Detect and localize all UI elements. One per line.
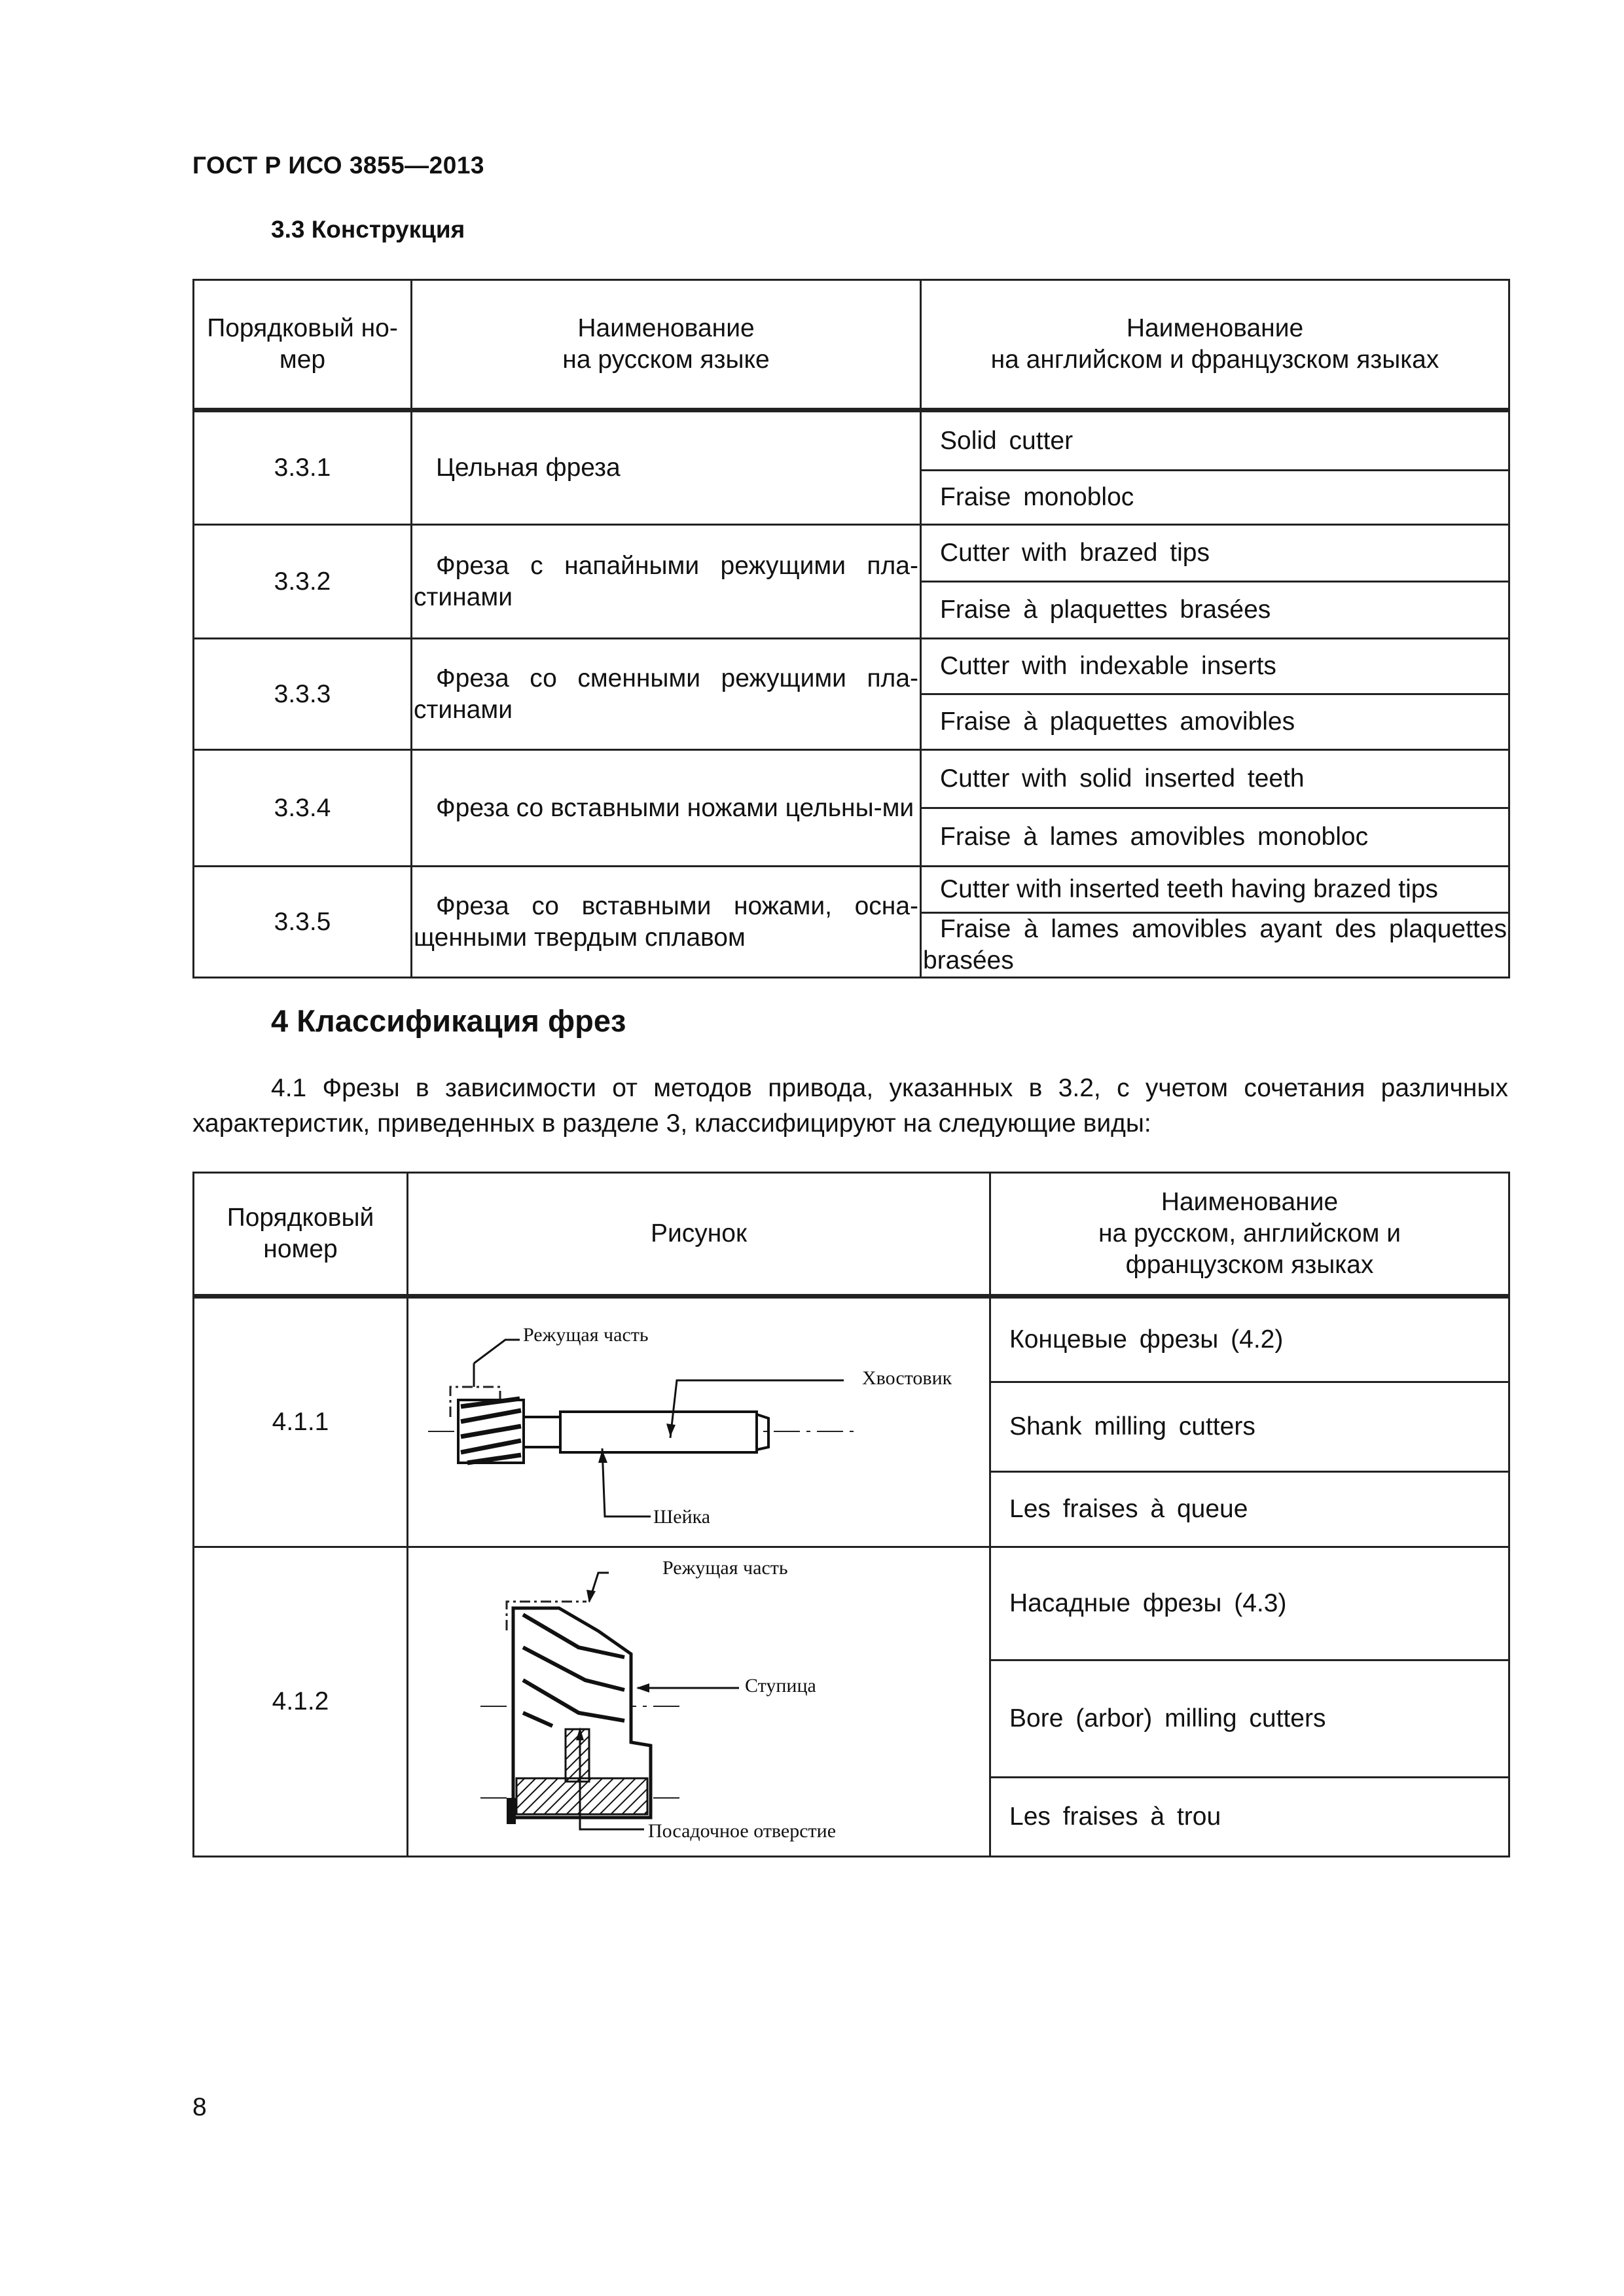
shank-milling-cutter-figure — [408, 1300, 991, 1544]
classification-table — [192, 1172, 1510, 1857]
table-row — [194, 525, 1509, 582]
header-enfr-line1: Наименование — [1126, 314, 1304, 342]
table-header-row — [194, 1173, 1509, 1297]
english-name: Cutter with inserted teeth having brazed tips — [921, 867, 1509, 913]
russian-name: Фреза со вставными ножами, осна-щенными твердым сплавом — [412, 867, 921, 978]
header-name-line1: Наименование — [1161, 1188, 1339, 1216]
english-name: Cutter with brazed tips — [921, 525, 1509, 582]
header-name-line2: на русском, английском и — [1098, 1219, 1401, 1247]
header-name-line3: французском языках — [1125, 1251, 1374, 1279]
leader-cutting-part-2 — [474, 1340, 520, 1363]
header-figure: Рисунок — [408, 1173, 990, 1297]
french-name: Les fraises à queue — [990, 1472, 1509, 1547]
header-name — [990, 1173, 1509, 1297]
header-serial-line1: Порядковый — [226, 1204, 374, 1232]
figure-cell — [408, 1297, 990, 1547]
construction-table — [192, 279, 1510, 978]
english-name: Bore (arbor) milling cutters — [990, 1660, 1509, 1778]
header-russian-name — [412, 280, 921, 410]
row-number: 4.1.1 — [194, 1297, 408, 1547]
header-serial-number — [194, 280, 412, 410]
bore-milling-cutter-figure — [408, 1549, 991, 1854]
french-name: Fraise monobloc — [921, 471, 1509, 525]
document-code: ГОСТ Р ИСО 3855—2013 — [192, 152, 484, 179]
label-cutting-part: Режущая часть — [523, 1324, 649, 1346]
header-enfr-line2: на английском и французском языках — [990, 346, 1439, 374]
leader-neck — [602, 1448, 651, 1516]
label-shank: Хвостовик — [862, 1367, 952, 1389]
header-ru-line2: на русском языке — [562, 346, 770, 374]
header-serial-number — [194, 1173, 408, 1297]
french-name: Fraise à plaquettes amovibles — [921, 694, 1509, 750]
label-cutting-part: Режущая часть — [662, 1557, 788, 1579]
label-hub: Ступица — [745, 1675, 816, 1696]
english-name: Solid cutter — [921, 410, 1509, 471]
table-row — [194, 410, 1509, 471]
shank-body — [560, 1412, 757, 1452]
page-number: 8 — [192, 2093, 207, 2121]
english-name: Shank milling cutters — [990, 1382, 1509, 1472]
header-en-fr-name — [921, 280, 1509, 410]
russian-name: Насадные фрезы (4.3) — [990, 1547, 1509, 1660]
french-name: Les fraises à trou — [990, 1778, 1509, 1857]
row-number: 3.3.5 — [194, 867, 412, 978]
header-serial-line2: номер — [263, 1235, 338, 1263]
bore-section-hatch — [516, 1778, 647, 1814]
row-number: 4.1.2 — [194, 1547, 408, 1857]
french-name: Fraise à lames amovibles ayant des plaquettes brasées — [921, 913, 1509, 978]
table-header-row — [194, 280, 1509, 410]
header-ru-line1: Наименование — [577, 314, 755, 342]
row-number: 3.3.1 — [194, 410, 412, 525]
arrow-hub — [636, 1683, 649, 1693]
neck-body — [524, 1417, 560, 1447]
row-number: 3.3.4 — [194, 750, 412, 867]
header-serial-line1: Порядковый но- — [207, 314, 398, 342]
paragraph-4-1: 4.1 Фрезы в зависимости от методов привода, указанных в 3.2, с учетом сочетания различных характеристик, приведенных в разделе 3, классифицируют на следующие виды: — [192, 1074, 1508, 1138]
label-neck: Шейка — [653, 1506, 711, 1528]
french-name: Fraise à lames amovibles monobloc — [921, 808, 1509, 867]
russian-name: Цельная фреза — [412, 410, 921, 525]
label-bore: Посадочное отверстие — [648, 1820, 837, 1842]
bore-edge — [507, 1798, 516, 1824]
table-row — [194, 1547, 1509, 1660]
arrow-cutting-part — [586, 1590, 596, 1603]
english-name: Cutter with solid inserted teeth — [921, 750, 1509, 808]
russian-name: Фреза со вставными ножами цельны-ми — [412, 750, 921, 867]
section-4-title: 4 Классификация фрез — [271, 1003, 626, 1038]
row-number: 3.3.2 — [194, 525, 412, 639]
section-3-3-title: 3.3 Конструкция — [271, 216, 465, 243]
table-row — [194, 750, 1509, 808]
russian-name: Фреза с напайными режущими пла-стинами — [412, 525, 921, 639]
table-row — [194, 639, 1509, 694]
table-row — [194, 1297, 1509, 1382]
header-serial-line2: мер — [279, 346, 326, 374]
french-name: Fraise à plaquettes brasées — [921, 582, 1509, 639]
english-name: Cutter with indexable inserts — [921, 639, 1509, 694]
table-row — [194, 867, 1509, 913]
russian-name: Фреза со сменными режущими пла-стинами — [412, 639, 921, 750]
row-number: 3.3.3 — [194, 639, 412, 750]
figure-cell — [408, 1547, 990, 1857]
russian-name: Концевые фрезы (4.2) — [990, 1297, 1509, 1382]
